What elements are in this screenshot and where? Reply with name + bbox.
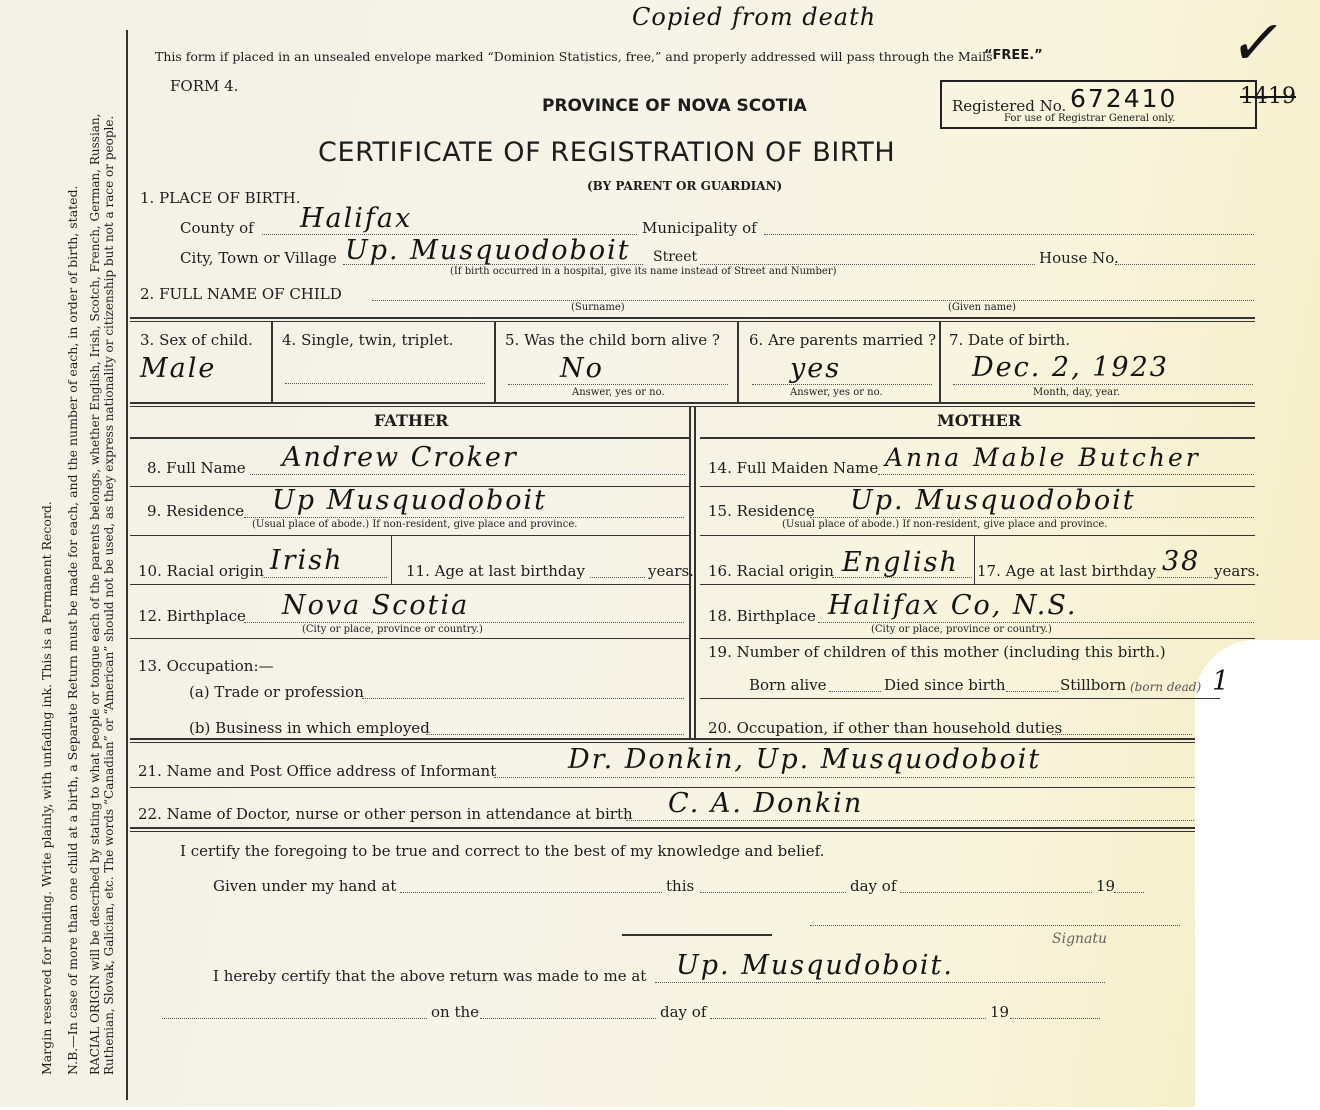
mother-occupation-label: 20. Occupation, if other than household duties	[708, 719, 1063, 737]
father-race-value: Irish	[270, 545, 344, 576]
born-alive-count-label: Born alive	[749, 676, 827, 694]
registrar-note: For use of Registrar General only.	[1004, 113, 1176, 124]
doctor-label: 22. Name of Doctor, nurse or other person in attendance at birth	[138, 805, 633, 823]
day-of-2-label: day of	[660, 1003, 707, 1021]
father-heading: FATHER	[374, 411, 449, 430]
mother-age-unit: years.	[1214, 562, 1260, 580]
return-label: I hereby certify that the above return was made to me at	[213, 967, 647, 985]
born-alive-value: No	[560, 353, 604, 384]
city-value: Up. Musquodoboit	[345, 235, 631, 266]
margin-line-3: RACIAL ORIGIN will be described by stating to what people or tongue each of the parents belongs, whether English, Irish, Scotch, French, German, Russian,	[88, 113, 102, 1075]
mother-name-label: 14. Full Maiden Name	[708, 459, 879, 477]
father-age-unit: years.	[648, 562, 694, 580]
sex-label: 3. Sex of child.	[140, 331, 253, 349]
parents-married-label: 6. Are parents married ?	[749, 331, 937, 349]
stillborn-note: (born dead)	[1130, 680, 1202, 694]
city-label: City, Town or Village	[180, 249, 337, 267]
business-label: (b) Business in which employed	[189, 719, 430, 737]
father-birthplace-value: Nova Scotia	[282, 590, 470, 621]
county-value: Halifax	[300, 203, 413, 234]
mother-age-label: 17. Age at last birthday	[977, 562, 1156, 580]
check-mark: ✓	[1225, 6, 1293, 79]
sex-value: Male	[140, 353, 217, 384]
father-residence-label: 9. Residence	[147, 502, 245, 520]
father-residence-note: (Usual place of abode.) If non-resident, give place and province.	[252, 519, 578, 530]
born-alive-note: Answer, yes or no.	[572, 387, 665, 398]
dob-value: Dec. 2, 1923	[972, 352, 1169, 383]
parents-married-value: yes	[790, 353, 842, 384]
mail-notice-free: “FREE.”	[984, 48, 1043, 63]
mother-residence-label: 15. Residence	[708, 502, 815, 520]
county-label: County of	[180, 219, 254, 237]
doctor-value: C. A. Donkin	[668, 788, 864, 819]
margin-line-1: Margin reserved for binding. Write plainly, with unfading ink. This is a Permanent Record.	[39, 501, 54, 1075]
mother-race-value: English	[842, 547, 959, 578]
day-of-label: day of	[850, 877, 897, 895]
margin-line-4: Ruthenian, Slovak, Galician, etc. The words “Canadian” or “American” should not be used, as they express nationality or citizenship but not a race or people.	[102, 115, 116, 1075]
certify-statement: I certify the foregoing to be true and correct to the best of my knowledge and belief.	[180, 842, 825, 860]
torn-corner	[1195, 640, 1320, 1110]
informant-value: Dr. Donkin, Up. Musquodoboit	[568, 744, 1042, 775]
form-number: FORM 4.	[170, 77, 239, 95]
father-residence-value: Up Musquodoboit	[272, 485, 548, 516]
died-since-birth-label: Died since birth	[884, 676, 1006, 694]
given-name-note: (Given name)	[948, 302, 1016, 313]
dob-label: 7. Date of birth.	[949, 331, 1071, 349]
given-under-label: Given under my hand at	[213, 877, 397, 895]
single-twin-label: 4. Single, twin, triplet.	[282, 331, 454, 349]
place-heading: 1. PLACE OF BIRTH.	[140, 189, 301, 207]
registered-number: 672410	[1070, 84, 1178, 113]
margin-line-2: N.B.—In case of more than one child at a birth, a Separate Return must be made for each, and the number of each, in order of birth, stated.	[65, 185, 80, 1075]
father-race-label: 10. Racial origin	[138, 562, 264, 580]
mother-birthplace-value: Halifax Co, N.S.	[828, 590, 1078, 621]
street-note: (If birth occurred in a hospital, give its name instead of Street and Number)	[450, 266, 837, 277]
father-age-label: 11. Age at last birthday	[406, 562, 585, 580]
this-label: this	[666, 877, 695, 895]
mother-birthplace-note: (City or place, province or country.)	[871, 624, 1052, 635]
trade-label: (a) Trade or profession	[189, 683, 364, 701]
year-2-label: 19	[990, 1003, 1010, 1021]
informant-label: 21. Name and Post Office address of Informant	[138, 762, 497, 780]
born-alive-label: 5. Was the child born alive ?	[505, 331, 720, 349]
surname-note: (Surname)	[571, 302, 625, 313]
mother-birthplace-label: 18. Birthplace	[708, 607, 816, 625]
municipality-label: Municipality of	[642, 219, 757, 237]
father-occupation-label: 13. Occupation:—	[138, 657, 274, 675]
parents-married-note: Answer, yes or no.	[790, 387, 883, 398]
house-label: House No.	[1039, 249, 1119, 267]
signature-label: Signatu	[1052, 931, 1108, 947]
province-heading: PROVINCE OF NOVA SCOTIA	[542, 96, 807, 116]
stillborn-value: 1	[1212, 666, 1232, 697]
struck-number: 1419	[1240, 84, 1296, 109]
mother-age-value: 38	[1162, 546, 1201, 577]
page-subtitle: (BY PARENT OR GUARDIAN)	[587, 179, 783, 193]
page-title: CERTIFICATE OF REGISTRATION OF BIRTH	[318, 137, 896, 168]
mother-name-value: Anna Mable Butcher	[885, 443, 1201, 472]
mother-residence-note: (Usual place of abode.) If non-resident, give place and province.	[782, 519, 1108, 530]
stillborn-label: Stillborn	[1060, 676, 1127, 694]
annotation-top: Copied from death	[632, 3, 877, 31]
father-birthplace-label: 12. Birthplace	[138, 607, 246, 625]
registered-label: Registered No.	[952, 97, 1067, 115]
dob-note: Month, day, year.	[1033, 387, 1120, 398]
street-label: Street	[653, 249, 698, 265]
child-name-label: 2. FULL NAME OF CHILD	[140, 285, 342, 303]
mother-race-label: 16. Racial origin	[708, 562, 834, 580]
year-label: 19	[1096, 877, 1116, 895]
father-birthplace-note: (City or place, province or country.)	[302, 624, 483, 635]
children-count-label: 19. Number of children of this mother (including this birth.)	[708, 643, 1166, 661]
margin-rule	[126, 30, 128, 1100]
father-name-label: 8. Full Name	[147, 459, 246, 477]
father-name-value: Andrew Croker	[282, 442, 518, 473]
mother-heading: MOTHER	[937, 411, 1022, 430]
return-value: Up. Musqudoboit.	[676, 950, 954, 981]
mail-notice: This form if placed in an unsealed envelope marked “Dominion Statistics, free,” and properly addressed will pass through the Mails	[155, 49, 993, 64]
mother-residence-value: Up. Musquodoboit	[850, 485, 1136, 516]
on-the-label: on the	[431, 1003, 480, 1021]
